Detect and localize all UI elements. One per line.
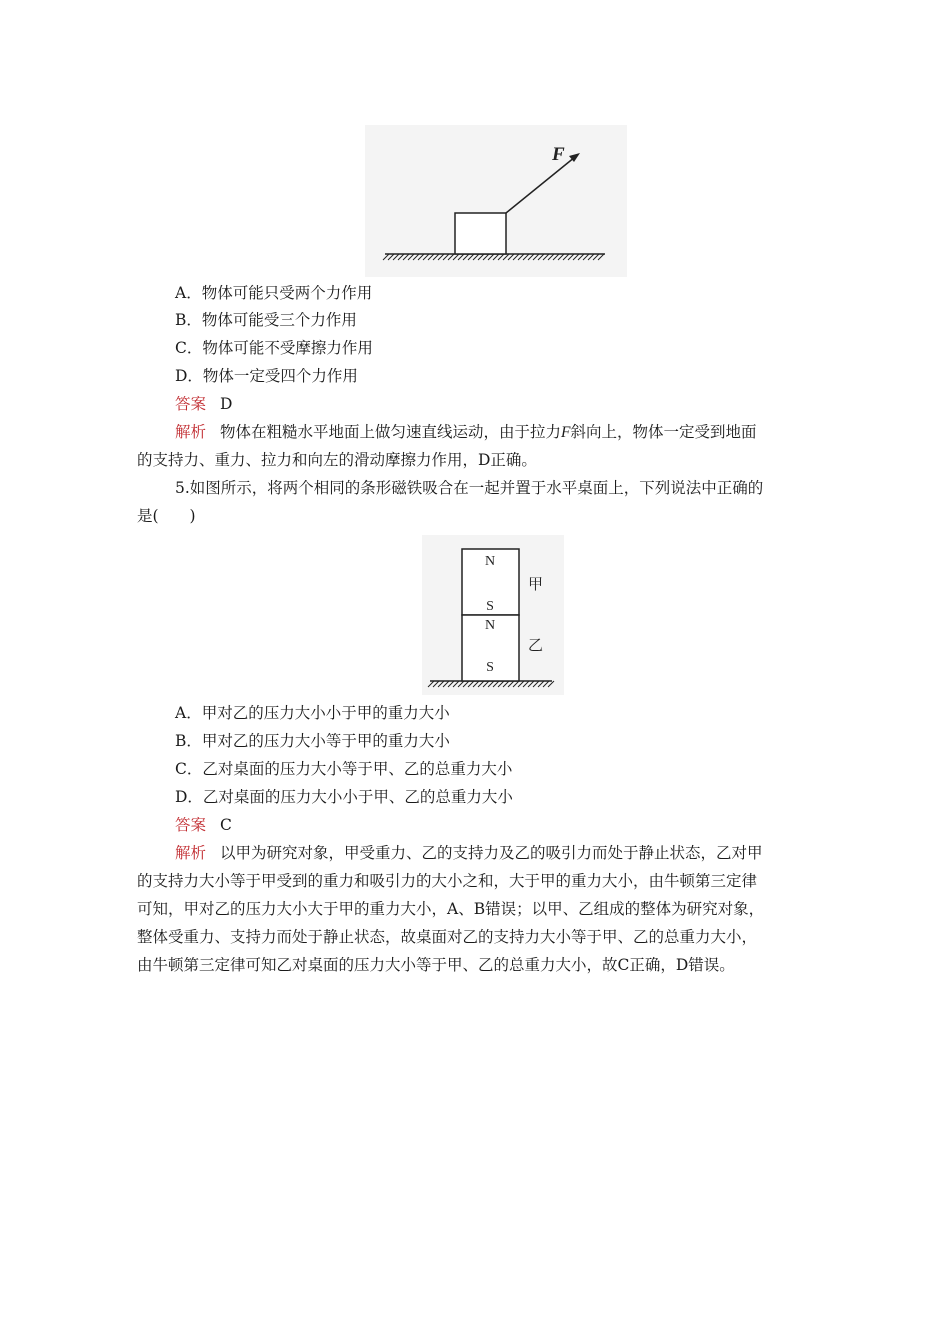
q4-option-d: D．物体一定受四个力作用 (175, 367, 358, 385)
q5-option-c: C．乙对桌面的压力大小等于甲、乙的总重力大小 (175, 760, 513, 778)
q4-analysis-line-2: 的支持力、重力、拉力和向左的滑动摩擦力作用，D正确。 (137, 451, 537, 469)
q4-answer (175, 394, 232, 414)
bottom-magnet-n-pole: N (484, 618, 496, 633)
q5-analysis-line-3: 可知，甲对乙的压力大小大于甲的重力大小，A、B错误；以甲、乙组成的整体为研究对象， (137, 900, 765, 918)
q4-answer-value: D (220, 395, 233, 413)
bottom-magnet-name: 乙 (528, 636, 544, 654)
q4-answer-label: 答案 (175, 395, 207, 413)
q5-answer-label: 答案 (175, 816, 207, 834)
q5-answer (175, 815, 232, 835)
q5-stem-line-1: 5.如图所示，将两个相同的条形磁铁吸合在一起并置于水平桌面上，下列说法中正确的 (175, 479, 764, 497)
q5-option-a: A．甲对乙的压力大小小于甲的重力大小 (175, 704, 450, 722)
block (455, 213, 506, 254)
top-magnet-s-pole: S (486, 599, 494, 614)
q4-option-b: B．物体可能受三个力作用 (175, 311, 357, 329)
top-magnet-n-pole: N (484, 554, 496, 569)
q5-option-b: B．甲对乙的压力大小等于甲的重力大小 (175, 732, 450, 750)
q4-analysis-line-1: 解析 物体在粗糙水平地面上做匀速直线运动，由于拉力F斜向上，物体一定受到地面 (175, 423, 757, 441)
force-diagram (365, 125, 627, 277)
q5-analysis-line-2: 的支持力大小等于甲受到的重力和吸引力的大小之和，大于甲的重力大小，由牛顿第三定律 (137, 872, 758, 890)
bottom-magnet-s-pole: S (486, 660, 494, 675)
q4-option-a: A．物体可能只受两个力作用 (175, 284, 373, 302)
q4-option-c: C．物体可能不受摩擦力作用 (175, 339, 373, 357)
q5-analysis-label: 解析 (175, 844, 207, 862)
magnets-diagram (422, 535, 564, 695)
top-magnet-name: 甲 (528, 575, 544, 593)
force-label: F (552, 144, 565, 165)
q5-analysis-line-1: 解析 以甲为研究对象，甲受重力、乙的支持力及乙的吸引力而处于静止状态，乙对甲 (175, 844, 763, 862)
q5-answer-value: C (220, 816, 232, 834)
q5-analysis-line-4: 整体受重力、支持力而处于静止状态，故桌面对乙的支持力大小等于甲、乙的总重力大小， (137, 928, 758, 946)
q5-option-d: D．乙对桌面的压力大小小于甲、乙的总重力大小 (175, 788, 513, 806)
q5-analysis-line-5: 由牛顿第三定律可知乙对桌面的压力大小等于甲、乙的总重力大小，故C正确，D错误。 (137, 956, 735, 974)
q5-stem-line-2: 是( ) (137, 507, 196, 525)
q4-analysis-label: 解析 (175, 423, 207, 441)
